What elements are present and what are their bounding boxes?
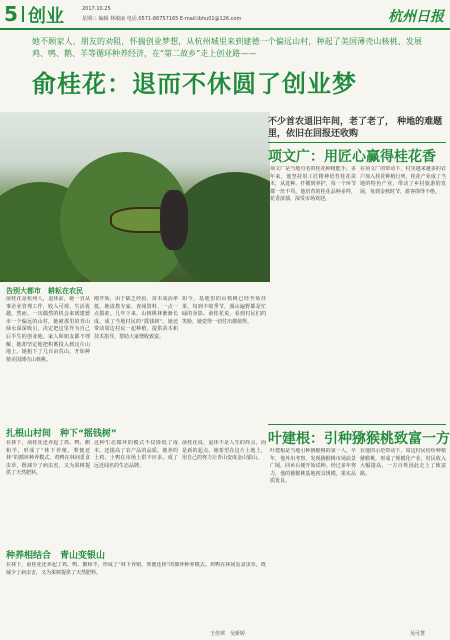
body-column-4: 在林下，俞桂花还养起了鸡、鸭、鹅和羊，形成了“林下养殖、粪便还林”的循环种养模式。鸡鸭在林间觅食虫草，既减少了病虫害，又为果树提供了天然肥料。: [6, 440, 90, 477]
person-figure: [160, 190, 188, 250]
issue-date: 2017.10.25: [82, 6, 111, 12]
page-number: 5: [4, 2, 18, 26]
rule-line-2: [268, 424, 446, 425]
body-column-1: 俞桂花是杭州人，退休前，她一直从事企业管理工作，收入可观、生活优越。然而，一次偶然的机会来到建德市一个偏远的山村，她被那里的青山绿水深深吸引，决定把这里作为自己后半生的创业地。家人和朋友都不理解，她却坚定地把积蓄投入到这片山地上。她租下了几百亩荒山，开始种植美国薄壳山核桃。: [6, 296, 90, 363]
body-column-2: 刚开始，由于缺乏经验，苗木成活率低，她请教专家、查阅资料，一点一点摸索。几年下来，山核桃林渐渐长成，成了当地村民的“摇钱树”。她还带动周边村民一起种植，提供苗木和技术指导，帮助大家增收致富。: [94, 296, 178, 340]
subhead-ye: 叶建根：引种猕猴桃致富一方: [268, 431, 450, 447]
subhead-1: 扎根山村间 种下“摇钱树”: [6, 429, 117, 439]
photo-caption: 告别大都市 耕耘在农民: [6, 287, 83, 295]
right-deck: 不少首农退旧年间，老了老了， 种地的难题里，依旧在回报还收购: [268, 117, 443, 139]
byline-2: 吴可慧: [410, 631, 426, 637]
body-column-10: 叶建根是当地引种猕猴桃的第一人。早年，他外出考察，发现猕猴桃市场前景广阔，回乡后便开始试种。经过多年努力，他的猕猴桃基地初具规模，果实品质优良。: [270, 448, 356, 485]
subhead-2: 种养相结合 青山变银山: [6, 551, 106, 561]
body-column-11: 在他的示范带动下，周边村民纷纷种植猕猴桃，形成了规模化产业，村民收入大幅提高，一方百姓因此走上了致富路。: [360, 448, 446, 477]
body-column-8: 项文广是当地有名的桂花种植能手。多年来，他坚持用工匠精神培育桂花苗木，从选种、扦插到养护，每一个环节都一丝不苟。他培育的桂花品种多样，花香浓郁，深受市场欢迎。: [270, 166, 356, 203]
body-column-3: 如今，基地里的山核桃已经开始挂果，每到丰收季节，漫山遍野都是忙碌的身影。俞桂花说，看到村民们的笑脸，她觉得一切付出都值得。: [182, 296, 266, 325]
feature-photo: [0, 112, 270, 282]
body-column-7: 在林下，俞桂花还养起了鸡、鸭、鹅和羊，形成了“林下养殖、粪便还林”的循环种养模式。鸡鸭在林间觅食虫草，既减少了病虫害，又为果树提供了天然肥料。: [6, 562, 266, 576]
editor-info: 星期三 编辑 林敏丽 电话.0571-86757165 E-mail:lbhu01@126.com: [82, 16, 242, 22]
newspaper-name: 杭州日报: [388, 9, 444, 25]
section-title: 创业: [28, 6, 64, 27]
body-column-5: 这种生态循环的模式不仅降低了成本，还提高了农产品的品质。她养的土鸡、土鸭在市场上供不应求，成了远近闻名的生态品牌。: [94, 440, 178, 469]
lead-paragraph: 她不顾家人、朋友的劝阻，怀揣创业梦想，从杭州城里来到建德一个偏远山村，种起了美国薄壳山核桃、发展鸡、鸭、鹅、羊等循环种养经济，在“第二故乡”走上创业路——: [32, 37, 422, 58]
body-column-6: 俞桂花说，退休不是人生的终点，而是新的起点。她希望在这片土地上，用自己的努力让青山变成金山银山。: [182, 440, 266, 462]
body-column-9: 在项文广的带动下，村里越来越多的农户加入桂花种植行列，桂花产业成了当地的特色产业，带动了乡村旅游的发展，每到金秋时节，游客络绎不绝。: [360, 166, 446, 195]
rule-line: [268, 142, 446, 143]
subhead-xiang: 项文广：用匠心赢得桂花香: [268, 149, 436, 165]
main-headline: 俞桂花：退而不休圆了创业梦: [32, 70, 357, 98]
header-divider: [22, 6, 24, 22]
byline-1: 王佳琪 吴妍婷: [210, 631, 246, 637]
